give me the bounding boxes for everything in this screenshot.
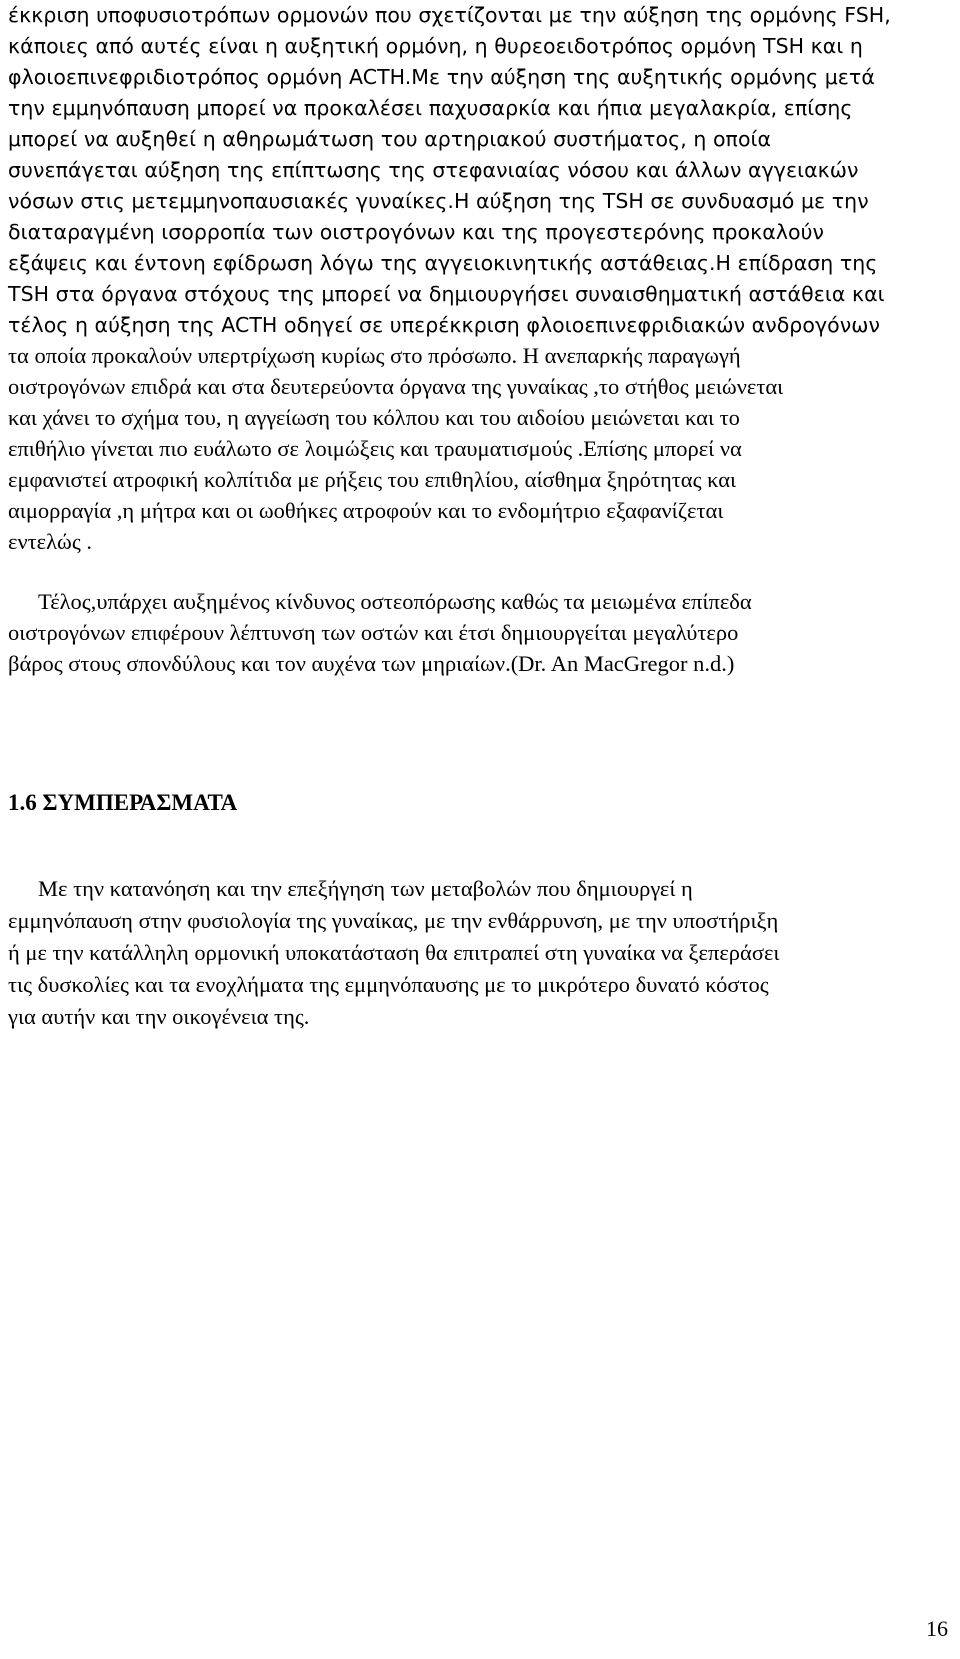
text-line: Με την κατανόηση και την επεξήγηση των μεταβολών που δημιουργεί η [38, 876, 693, 901]
page-number: 16 [926, 1616, 948, 1641]
text-line: και χάνει το σχήμα του, η αγγείωση του κόλπου και του αιδοίου μειώνεται και το [8, 405, 740, 430]
text-line: διαταραγμένη ισορροπία των οιστρογόνων και της προγεστερόνης προκαλούν [8, 220, 825, 244]
text-line: μπορεί να αυξηθεί η αθηρωμάτωση του αρτηριακού συστήματος, η οποία [8, 127, 772, 151]
section-heading: 1.6 ΣΥΜΠΕΡΑΣΜΑΤΑ [8, 790, 238, 815]
text-line: βάρος στους σπονδύλους και τον αυχένα των μηριαίων.(Dr. An MacGregor n.d.) [8, 651, 735, 676]
text-line: τις δυσκολίες και τα ενοχλήματα της εμμηνόπαυσης με το μικρότερο δυνατό κόστος [8, 972, 769, 997]
text-line: Τέλος,υπάρχει αυξημένος κίνδυνος οστεοπόρωσης καθώς τα μειωμένα επίπεδα [38, 589, 752, 614]
text-line: νόσων στις μετεμμηνοπαυσιακές γυναίκες.Η αύξηση της TSH σε συνδυασμό με την [8, 189, 869, 213]
text-line: συνεπάγεται αύξηση της επίπτωσης της στεφανιαίας νόσου και άλλων αγγειακών [8, 158, 859, 182]
text-line: την εμμηνόπαυση μπορεί να προκαλέσει παχυσαρκία και ήπια μεγαλακρία, επίσης [8, 96, 853, 120]
text-line: εξάψεις και έντονη εφίδρωση λόγω της αγγειοκινητικής αστάθειας.Η επίδραση της [8, 251, 878, 275]
text-line: αιμορραγία ,η μήτρα και οι ωοθήκες ατροφούν και το ενδομήτριο εξαφανίζεται [8, 498, 724, 523]
text-line: ή με την κατάλληλη ορμονική υποκατάσταση θα επιτραπεί στη γυναίκα να ξεπεράσει [8, 940, 780, 965]
text-line: επιθήλιο γίνεται πιο ευάλωτο σε λοιμώξεις και τραυματισμούς .Επίσης μπορεί να [8, 436, 742, 461]
text-line: οιστρογόνων επιφέρουν λέπτυνση των οστών και έτσι δημιουργείται μεγαλύτερο [8, 620, 739, 645]
text-line: κάποιες από αυτές είναι η αυξητική ορμόνη, η θυρεοειδοτρόπος ορμόνη TSH και η [8, 34, 863, 58]
text-line: εμμηνόπαυση στην φυσιολογία της γυναίκας, με την ενθάρρυνση, με την υποστήριξη [8, 908, 779, 933]
document-page [8, 0, 948, 1659]
text-line: για αυτήν και την οικογένεια της. [8, 1004, 310, 1029]
text-line: εντελώς . [8, 529, 92, 554]
text-line: οιστρογόνων επιδρά και στα δευτερεύοντα όργανα της γυναίκας ,το στήθος μειώνεται [8, 374, 784, 399]
text-line: εμφανιστεί ατροφική κολπίτιδα με ρήξεις του επιθηλίου, αίσθημα ξηρότητας και [8, 467, 737, 492]
text-line: φλοιοεπινεφριδιοτρόπος ορμόνη ACTH.Με την αύξηση της αυξητικής ορμόνης μετά [8, 65, 875, 89]
text-line: έκκριση υποφυσιοτρόπων ορμονών που σχετίζονται με την αύξηση της ορμόνης FSH, [8, 3, 891, 27]
text-line: TSH στα όργανα στόχους της μπορεί να δημιουργήσει συναισθηματική αστάθεια και [8, 282, 885, 306]
text-line: τα οποία προκαλούν υπερτρίχωση κυρίως στο πρόσωπο. Η ανεπαρκής παραγωγή [8, 343, 741, 368]
text-line: τέλος η αύξηση της ACTH οδηγεί σε υπερέκκριση φλοιοεπινεφριδιακών ανδρογόνων [8, 313, 880, 337]
